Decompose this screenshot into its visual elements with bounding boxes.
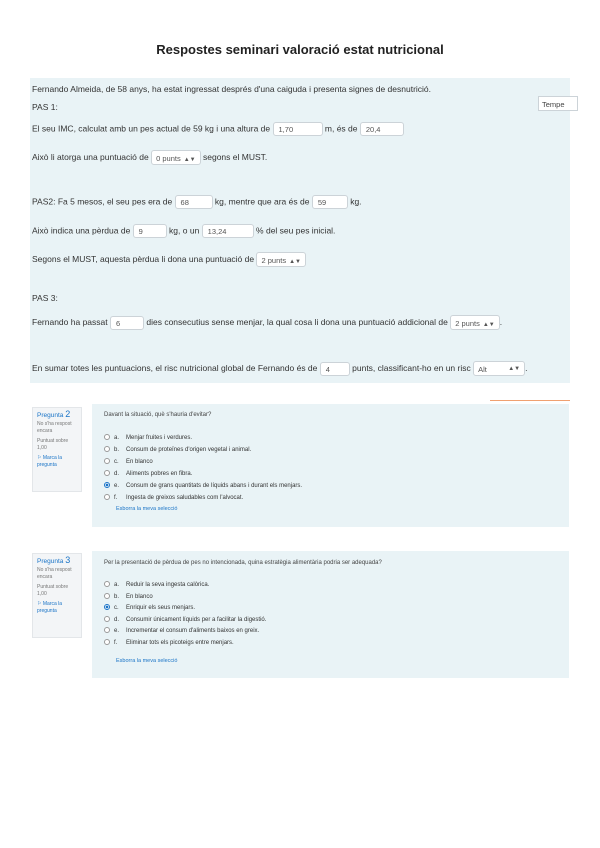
answer-option[interactable] bbox=[104, 433, 192, 443]
option-text: En blanco bbox=[126, 593, 153, 600]
score2-line bbox=[32, 252, 306, 267]
question-text: Per la presentació de pèrdua de pes no intencionada, quina estratègia alimentària podria ser adequada? bbox=[104, 560, 382, 566]
flag-icon: ⚐ bbox=[37, 601, 42, 607]
loss-kg-input[interactable]: 9 bbox=[133, 224, 167, 238]
question-number: Pregunta 3 bbox=[37, 555, 71, 565]
option-letter: e. bbox=[114, 628, 120, 634]
option-letter: a. bbox=[114, 435, 120, 441]
radio-button[interactable] bbox=[104, 494, 110, 500]
pas2-text: kg, mentre que ara és de bbox=[214, 196, 310, 207]
pas3-label: PAS 3: bbox=[32, 293, 58, 303]
option-letter: c. bbox=[114, 605, 119, 611]
imc-input[interactable]: 20,4 bbox=[360, 122, 404, 136]
answer-option[interactable] bbox=[104, 626, 259, 636]
radio-button[interactable] bbox=[104, 446, 110, 452]
option-text: Reduir la seva ingesta calòrica. bbox=[126, 582, 210, 588]
pes-actual-input[interactable]: 59 bbox=[312, 195, 348, 209]
option-text: Menjar fruites i verdures. bbox=[126, 435, 193, 441]
radio-button[interactable] bbox=[104, 604, 110, 610]
question-text: Davant la situació, què s'hauria d'evitar? bbox=[104, 412, 212, 418]
option-text: Consum de grans quantitats de líquids abans i durant els menjars. bbox=[126, 483, 303, 489]
radio-button[interactable] bbox=[104, 434, 110, 440]
chevron-updown-icon: ▲︎▼︎ bbox=[183, 157, 196, 163]
pas2-text: kg. bbox=[350, 196, 362, 207]
flag-question-link[interactable]: ⚐ Marca la pregunta bbox=[37, 455, 63, 468]
pas2-text: PAS2: Fa 5 mesos, el seu pes era de bbox=[32, 196, 173, 207]
option-letter: c. bbox=[114, 459, 119, 465]
question-2-panel bbox=[92, 404, 569, 527]
loss-pct-input[interactable]: 13,24 bbox=[202, 224, 254, 238]
answer-option[interactable] bbox=[104, 638, 234, 648]
question-score: Puntuat sobre 1,00 bbox=[37, 438, 69, 451]
score1-text: Això li atorga una puntuació de bbox=[32, 151, 149, 162]
chevron-updown-icon: ▲︎▼︎ bbox=[508, 366, 521, 372]
radio-button[interactable] bbox=[104, 470, 110, 476]
radio-button[interactable] bbox=[104, 581, 110, 587]
option-text: Incrementar el consum d'aliments baixos en greix. bbox=[126, 628, 260, 634]
question-status: No s'ha respost encara bbox=[37, 421, 72, 434]
score3-select[interactable] bbox=[450, 315, 503, 330]
q1-intro: Fernando Almeida, de 58 anys, ha estat ingressat després d'una caiguda i presenta signes de desnutrició. bbox=[32, 84, 432, 94]
total-text: punts, classificant-ho en un risc bbox=[352, 362, 471, 373]
question-3-info bbox=[32, 553, 82, 638]
clear-selection-link[interactable]: Esborra la meva selecció bbox=[116, 506, 178, 512]
score2-value: 2 punts bbox=[261, 256, 287, 265]
option-text: Consum de proteïnes d'origen vegetal i animal. bbox=[126, 447, 252, 453]
score2-select[interactable] bbox=[256, 252, 306, 267]
loss-text: % del seu pes inicial. bbox=[256, 225, 336, 236]
pes-anterior-input[interactable]: 68 bbox=[175, 195, 213, 209]
days-input[interactable]: 6 bbox=[110, 316, 144, 330]
radio-button[interactable] bbox=[104, 639, 110, 645]
answer-option[interactable] bbox=[104, 457, 153, 467]
option-letter: d. bbox=[114, 471, 120, 477]
option-letter: b. bbox=[114, 593, 120, 600]
question-status: No s'ha respost encara bbox=[37, 567, 72, 580]
option-letter: a. bbox=[114, 582, 120, 588]
option-letter: f. bbox=[114, 639, 118, 646]
answer-option[interactable] bbox=[104, 615, 266, 625]
option-text: Enriquir els seus menjars. bbox=[126, 605, 196, 611]
answer-option[interactable] bbox=[104, 493, 243, 503]
total-text: En sumar totes les puntuacions, el risc nutricional global de Fernando és de bbox=[32, 362, 318, 373]
score2-text: Segons el MUST, aquesta pèrdua li dona una puntuació de bbox=[32, 253, 255, 264]
score1-select[interactable] bbox=[151, 150, 201, 165]
option-letter: b. bbox=[114, 447, 120, 453]
score3-value: 2 punts bbox=[455, 319, 480, 328]
radio-button[interactable] bbox=[104, 482, 110, 488]
pas3-line bbox=[32, 315, 502, 330]
answer-option[interactable] bbox=[104, 592, 153, 602]
pas2-line bbox=[32, 195, 362, 209]
clear-selection-link[interactable]: Esborra la meva selecció bbox=[116, 658, 178, 664]
score1-line bbox=[32, 150, 267, 165]
option-text: En blanco bbox=[126, 459, 153, 465]
risk-select[interactable] bbox=[473, 361, 528, 376]
pas3-text: dies consecutius sense menjar, la qual cosa li dona una puntuació addicional de bbox=[146, 316, 448, 327]
divider bbox=[490, 400, 570, 401]
question-score: Puntuat sobre 1,00 bbox=[37, 584, 69, 597]
question-3-panel bbox=[92, 551, 569, 678]
total-text: . bbox=[525, 362, 528, 373]
flag-icon: ⚐ bbox=[37, 455, 42, 461]
imc-line bbox=[32, 122, 404, 136]
option-letter: d. bbox=[114, 616, 120, 623]
option-letter: e. bbox=[114, 483, 120, 489]
option-text: Eliminar tots els picoteigs entre menjars. bbox=[126, 639, 234, 646]
chevron-updown-icon: ▲︎▼︎ bbox=[482, 322, 495, 328]
pas1-label: PAS 1: bbox=[32, 102, 58, 112]
radio-button[interactable] bbox=[104, 458, 110, 464]
page-title: Respostes seminari valoració estat nutricional bbox=[156, 42, 444, 57]
option-letter: f. bbox=[114, 495, 118, 501]
answer-option[interactable] bbox=[104, 481, 302, 491]
chevron-updown-icon: ▲︎▼︎ bbox=[289, 259, 301, 265]
imc-text: m, és de bbox=[324, 123, 358, 134]
question-2-info bbox=[32, 407, 82, 492]
tempe-field[interactable]: Tempe bbox=[538, 96, 578, 111]
answer-option[interactable] bbox=[104, 445, 251, 455]
total-input[interactable]: 4 bbox=[320, 362, 350, 376]
flag-question-link[interactable]: ⚐ Marca la pregunta bbox=[37, 601, 63, 614]
option-text: Consumir únicament líquids per a facilitar la digestió. bbox=[126, 616, 267, 623]
option-text: Aliments pobres en fibra. bbox=[126, 471, 193, 477]
score1-text: segons el MUST. bbox=[202, 151, 268, 162]
loss-line bbox=[32, 224, 335, 238]
option-text: Ingesta de greixos saludables com l'alvocat. bbox=[126, 495, 244, 501]
radio-button[interactable] bbox=[104, 627, 110, 633]
altura-input[interactable]: 1,70 bbox=[273, 122, 323, 136]
total-line bbox=[32, 361, 527, 376]
answer-option[interactable] bbox=[104, 469, 192, 479]
loss-text: Això indica una pèrdua de bbox=[32, 225, 131, 236]
imc-text: El seu IMC, calculat amb un pes actual de 59 kg i una altura de bbox=[32, 123, 271, 134]
answer-option[interactable] bbox=[104, 603, 195, 613]
answer-option[interactable] bbox=[104, 580, 209, 590]
pas3-text: Fernando ha passat bbox=[32, 316, 108, 327]
pas3-text: . bbox=[499, 316, 503, 327]
risk-value: Alt bbox=[478, 365, 487, 374]
loss-text: kg, o un bbox=[169, 225, 200, 236]
radio-button[interactable] bbox=[104, 616, 110, 622]
radio-button[interactable] bbox=[104, 593, 110, 599]
question-number: Pregunta 2 bbox=[37, 409, 71, 419]
score1-value: 0 punts bbox=[156, 154, 181, 163]
